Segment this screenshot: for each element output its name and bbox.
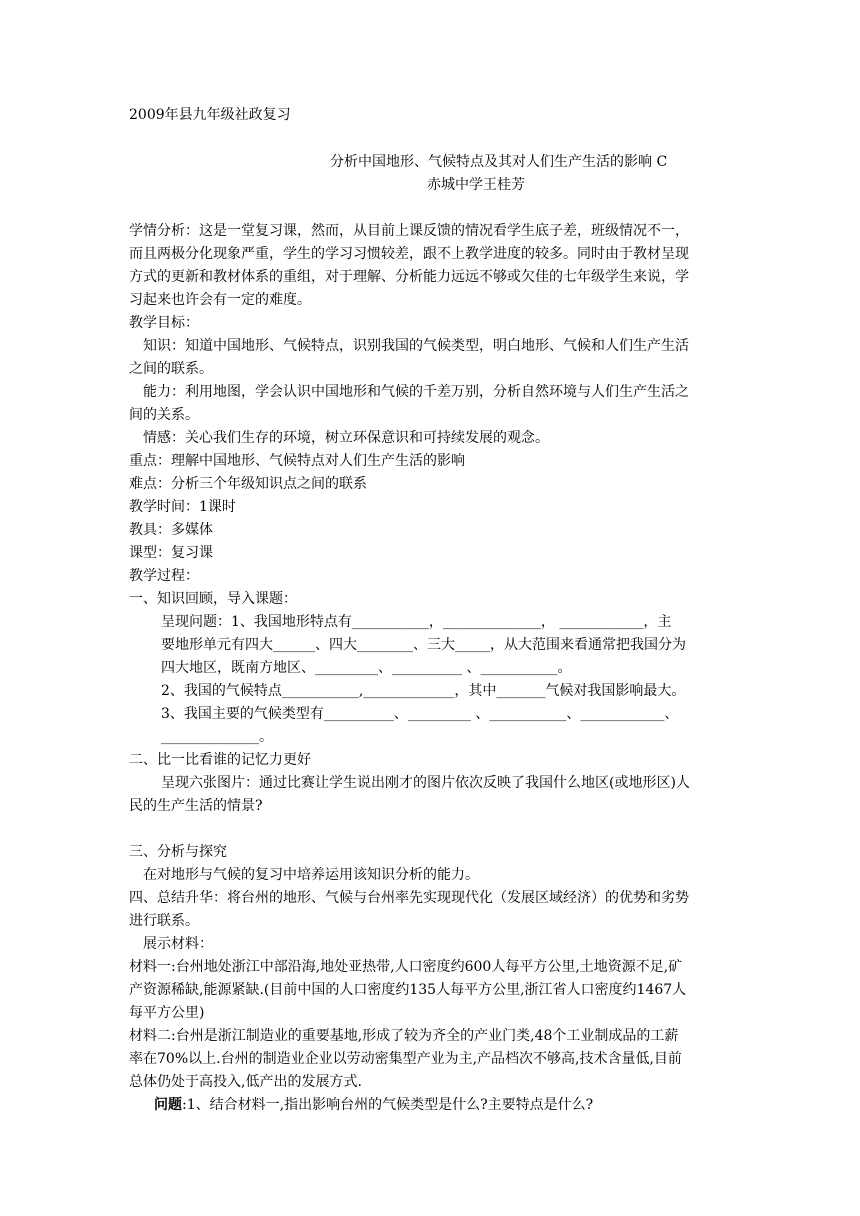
goal-ability-line: 间的关系。 bbox=[129, 407, 199, 423]
section-1-line: 2、我国的气候特点___________,_____________，其中_______气候对我国影响最大。 bbox=[161, 683, 686, 699]
goals-heading: 教学目标： bbox=[129, 315, 199, 331]
material-1-line: 每平方公里) bbox=[129, 1005, 205, 1021]
document-header: 2009年县九年级社政复习 bbox=[129, 107, 291, 123]
section-1-line: ______________。 bbox=[161, 729, 273, 745]
process-heading: 教学过程： bbox=[129, 568, 199, 584]
goal-ability-line: 能力：利用地图，学会认识中国地形和气候的千差万别，分析自然环境与人们生产生活之 bbox=[143, 384, 689, 400]
analysis-line: 方式的更新和教材体系的重组，对于理解、分析能力远远不够或欠佳的七年级学生来说，学 bbox=[129, 269, 689, 285]
difficulty: 难点：分析三个年级知识点之间的联系 bbox=[129, 476, 367, 492]
analysis-line: 而且两极分化现象严重，学生的学习习惯较差，跟不上教学进度的较多。同时由于教材呈现 bbox=[129, 246, 689, 262]
section-2-line: 民的生产生活的情景? bbox=[129, 798, 263, 814]
key-point: 重点：理解中国地形、气候特点对人们生产生活的影响 bbox=[129, 453, 465, 469]
lesson-title: 分析中国地形、气候特点及其对人们生产生活的影响 C bbox=[330, 154, 668, 170]
section-3-title: 三、分析与探究 bbox=[129, 844, 227, 860]
question-line bbox=[154, 1096, 593, 1114]
section-4-line: 四、总结升华：将台州的地形、气候与台州率先实现现代化（发展区域经济）的优势和劣势 bbox=[129, 890, 689, 906]
section-3-line: 在对地形与气候的复习中培养运用该知识分析的能力。 bbox=[143, 867, 479, 883]
section-2-line: 呈现六张图片：通过比赛让学生说出刚才的图片依次反映了我国什么地区(或地形区)人 bbox=[161, 775, 690, 791]
section-1-line: 3、我国主要的气候类型有__________、_________ 、___________、____________、 bbox=[161, 706, 679, 722]
analysis-line: 习起来也许会有一定的难度。 bbox=[129, 292, 311, 308]
section-2-title: 二、比一比看谁的记忆力更好 bbox=[129, 752, 311, 768]
section-1-line: 呈现问题：1、我国地形特点有___________，______________， ____________，主 bbox=[161, 614, 672, 630]
author-line: 赤城中学王桂芳 bbox=[427, 177, 525, 193]
question-label: 问题 bbox=[154, 1097, 182, 1113]
material-2-line: 总体仍处于高投入,低产出的发展方式. bbox=[129, 1074, 362, 1090]
goal-knowledge-line: 知识：知道中国地形、气候特点，识别我国的气候类型，明白地形、气候和人们生产生活 bbox=[143, 338, 689, 354]
material-2-line: 材料二:台州是浙江制造业的重要基地,形成了较为齐全的产业门类,48个工业制成品的工薪 bbox=[129, 1028, 679, 1044]
section-1-title: 一、知识回顾，导入课题： bbox=[129, 591, 297, 607]
question-text: :1、结合材料一,指出影响台州的气候类型是什么?主要特点是什么? bbox=[182, 1097, 594, 1113]
section-1-line: 四大地区，既南方地区、_________、__________ 、___________。 bbox=[161, 660, 572, 676]
material-2-line: 率在70%以上.台州的制造业企业以劳动密集型产业为主,产品档次不够高,技术含量低,目前 bbox=[129, 1051, 682, 1067]
material-1-line: 材料一:台州地处浙江中部沿海,地处亚热带,人口密度约600人每平方公里,土地资源不足,矿 bbox=[129, 959, 683, 975]
section-4-line: 进行联系。 bbox=[129, 913, 199, 929]
materials-heading: 展示材料： bbox=[143, 936, 213, 952]
material-1-line: 产资源稀缺,能源紧缺.(目前中国的人口密度约135人每平方公里,浙江省人口密度约1467人 bbox=[129, 982, 687, 998]
teaching-tools: 教具：多媒体 bbox=[129, 522, 213, 538]
goal-knowledge-line: 之间的联系。 bbox=[129, 361, 213, 377]
lesson-type: 课型：复习课 bbox=[129, 545, 213, 561]
teaching-time: 教学时间：1课时 bbox=[129, 499, 236, 515]
section-1-line: 要地形单元有四大______、四大________、三大_____，从大范围来看通常把我国分为 bbox=[161, 637, 686, 653]
analysis-line: 学情分析：这是一堂复习课，然而，从目前上课反馈的情况看学生底子差，班级情况不一， bbox=[129, 223, 689, 239]
goal-emotion: 情感：关心我们生存的环境，树立环保意识和可持续发展的观念。 bbox=[143, 430, 549, 446]
